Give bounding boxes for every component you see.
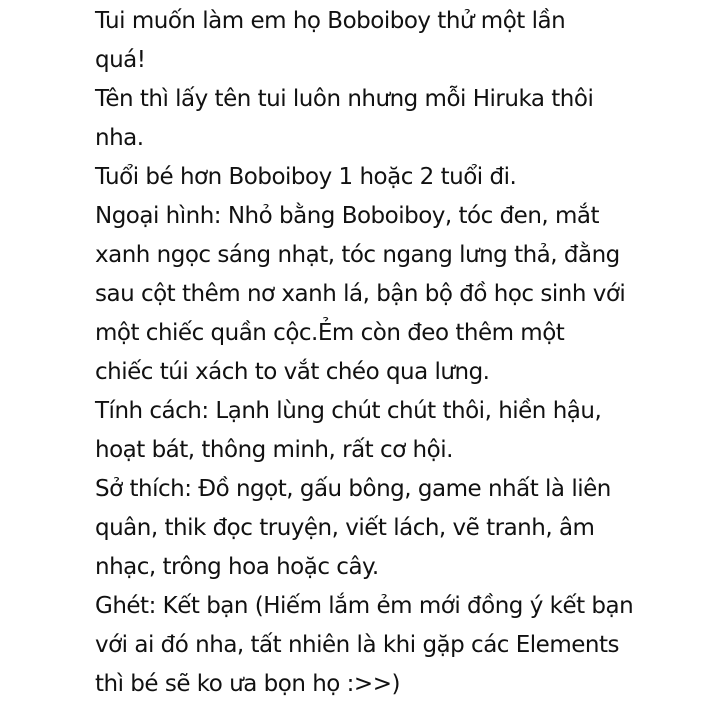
text-line: Tên thì lấy tên tui luôn nhưng mỗi Hiruka thôi <box>95 86 594 112</box>
text-line: nhạc, trông hoa hoặc cây. <box>95 554 379 580</box>
text-line: Tuổi bé hơn Boboiboy 1 hoặc 2 tuổi đi. <box>95 164 517 190</box>
text-line: Tui muốn làm em họ Boboiboy thử một lần <box>95 8 566 34</box>
text-line: quá! <box>95 47 146 73</box>
text-line: một chiếc quần cộc.Ẻm còn đeo thêm một <box>95 320 565 346</box>
text-line: Ghét: Kết bạn (Hiếm lắm ẻm mới đồng ý kết bạn <box>95 593 634 619</box>
text-line: Ngoại hình: Nhỏ bằng Boboiboy, tóc đen, mắt <box>95 203 600 229</box>
text-line: với ai đó nha, tất nhiên là khi gặp các Elements <box>95 632 619 658</box>
text-line: thì bé sẽ ko ưa bọn họ :>>) <box>95 671 400 697</box>
text-line: Sở thích: Đồ ngọt, gấu bông, game nhất là liên <box>95 476 611 502</box>
text-line: quân, thik đọc truyện, viết lách, vẽ tranh, âm <box>95 515 595 541</box>
text-line: nha. <box>95 125 144 151</box>
text-line: xanh ngọc sáng nhạt, tóc ngang lưng thả, đằng <box>95 242 620 268</box>
text-line: Tính cách: Lạnh lùng chút chút thôi, hiền hậu, <box>95 398 602 424</box>
character-description-text <box>95 2 635 704</box>
text-line: sau cột thêm nơ xanh lá, bận bộ đồ học sinh với <box>95 281 626 307</box>
text-line: chiếc túi xách to vắt chéo qua lưng. <box>95 359 490 385</box>
text-line: hoạt bát, thông minh, rất cơ hội. <box>95 437 453 463</box>
